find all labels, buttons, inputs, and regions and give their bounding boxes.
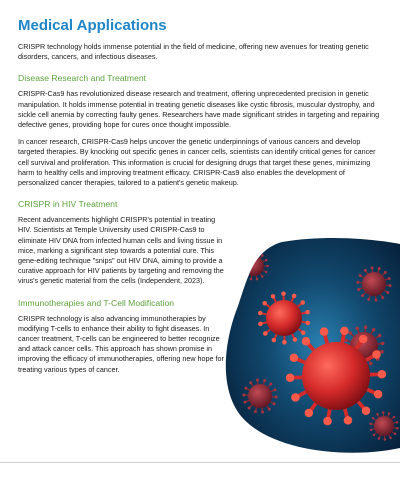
section-immunotherapies	[18, 298, 230, 375]
page-title: Medical Applications	[18, 17, 167, 34]
paragraph: CRISPR technology is also advancing immunotherapies by modifying T-cells to enhance their ability to fight diseases. In cancer treatment, T-cells can be engineered to better recognize and attack cancer cells. This approach has shown promise in improving the efficacy of immunotherapies, offering new hope for treating various types of cancer.	[18, 313, 224, 374]
paragraph: In cancer research, CRISPR-Cas9 helps uncover the genetic underpinnings of various cancers and develop targeted therapies. By knocking out specific genes in cancer cells, scientists can identify critical genes for cancer cell survival and proliferation. This information is crucial for designing drugs that target these genes, minimizing harm to healthy cells and improving treatment efficacy. CRISPR-Cas9 also enables the development of personalized cancer therapies, tailored to a patient's genetic makeup.	[18, 137, 376, 188]
section-hiv-treatment	[18, 199, 230, 286]
footer-divider	[0, 462, 400, 463]
paragraph: CRISPR-Cas9 has revolutionized disease research and treatment, offering unprecedented precision in genetic manipulation. It holds immense potential in treating genetic diseases like cystic fibrosis, muscular dystrophy, and sickle cell anemia by correcting faulty genes. Researchers have made significant strides in targeting and repairing defective genes, providing hope for cures once thought impossible.	[18, 89, 380, 130]
paragraph: Recent advancements highlight CRISPR's potential in treating HIV. Scientists at Temple University used CRISPR-Cas9 to eliminate HIV DNA from infected human cells and living tissue in mice, marking a significant step towards a potential cure. This gene-editing technique "snips" out HIV DNA, aiming to provide a curative approach for HIV patients by targeting and removing the virus's genetic material from the cells (Independent, 2023).	[18, 215, 224, 286]
virus-illustration	[224, 236, 400, 454]
section-heading: Disease Research and Treatment	[18, 73, 147, 84]
intro-paragraph: CRISPR technology holds immense potential in the field of medicine, offering new avenues for treating genetic disorders, cancers, and infectious diseases.	[18, 42, 369, 62]
section-heading: Immunotherapies and T-Cell Modification	[18, 297, 175, 308]
section-disease-research	[18, 73, 382, 188]
section-heading: CRISPR in HIV Treatment	[18, 199, 118, 210]
